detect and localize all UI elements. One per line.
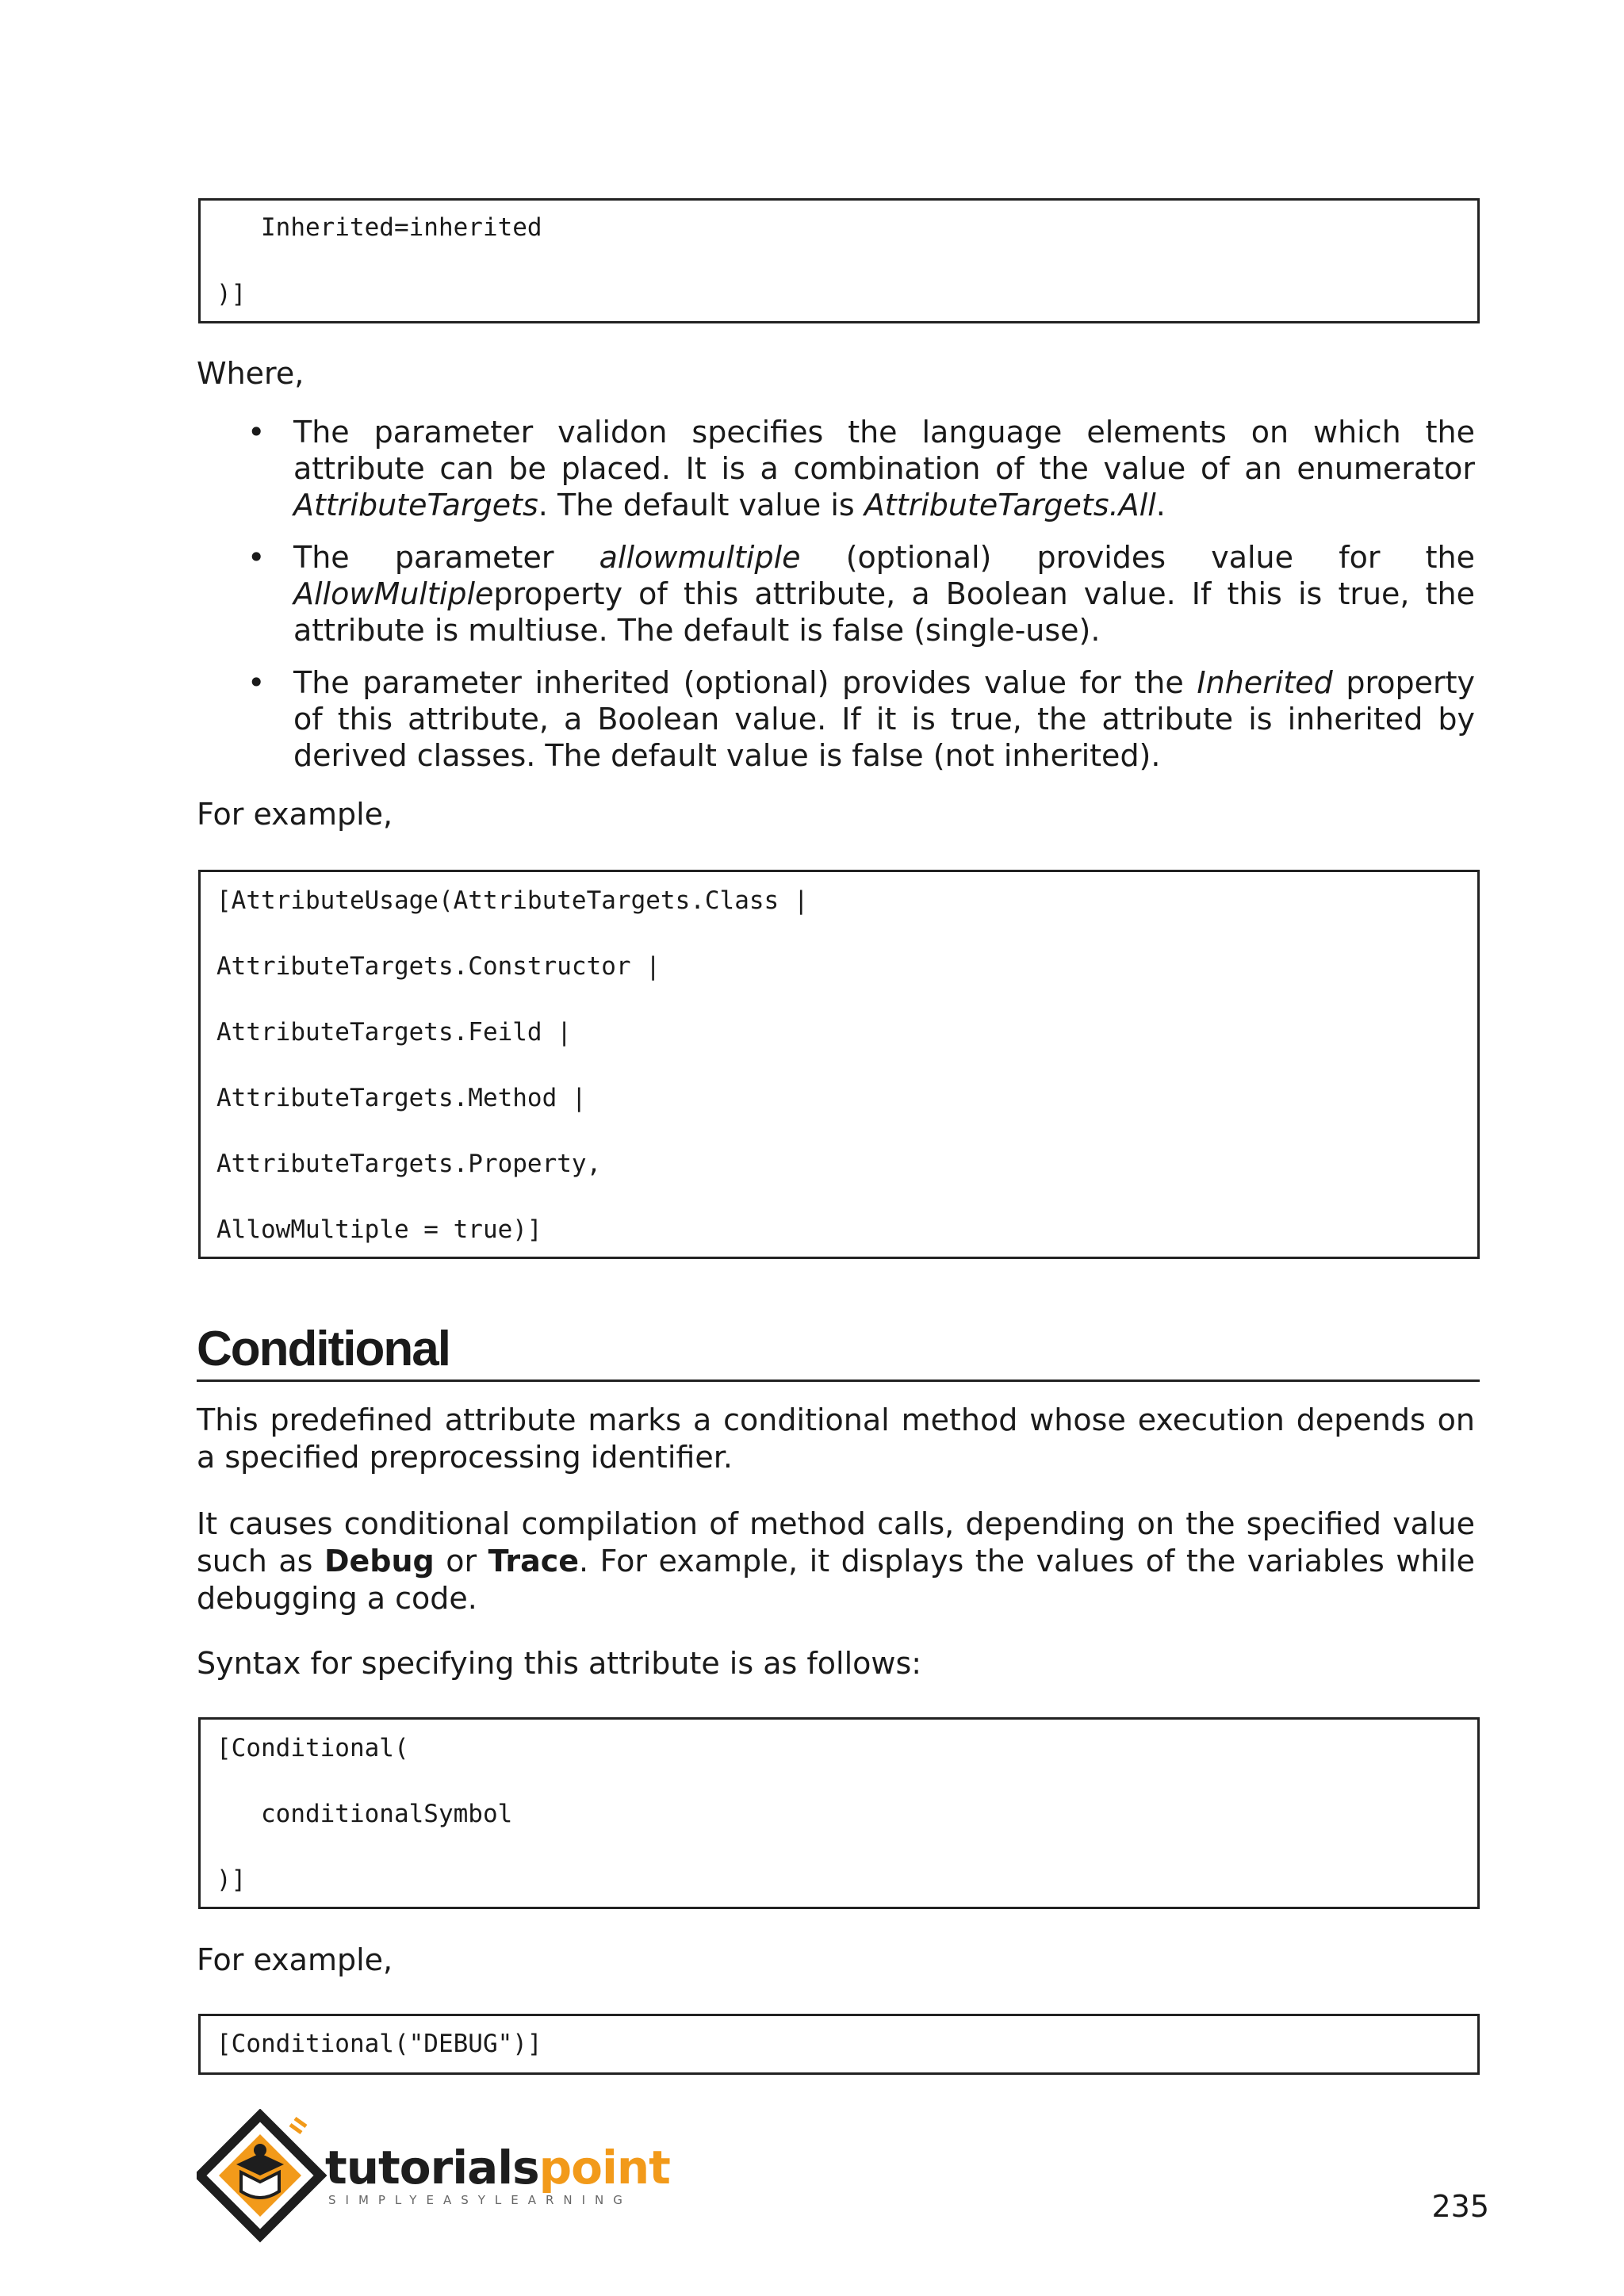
logo-word-tutorials: tutorials: [325, 2141, 539, 2195]
code-line: [Conditional(: [216, 1734, 409, 1762]
list-item: [197, 414, 1475, 523]
code-block-conditional-example: [198, 2014, 1480, 2075]
page-number: 235: [1431, 2189, 1489, 2224]
code-block-attributeusage-end: [198, 198, 1480, 323]
text-run: . For example, it displays the values of the variables while debugging a code.: [197, 1544, 1475, 1616]
list-item: [197, 664, 1475, 774]
where-label: Where,: [197, 356, 304, 391]
text-run: (optional) provides value for the: [800, 540, 1475, 575]
text-run: or: [434, 1544, 488, 1578]
code-line: AttributeTargets.Method |: [216, 1084, 587, 1112]
code-line: AttributeTargets.Constructor |: [216, 952, 661, 981]
syntax-label: Syntax for specifying this attribute is as follows:: [197, 1646, 922, 1681]
code-line: )]: [216, 1866, 247, 1894]
bullet-text: [293, 665, 1475, 773]
italic-term: allowmultiple: [599, 540, 801, 575]
tutorialspoint-logo: [197, 2109, 670, 2252]
list-item: [197, 539, 1475, 649]
logo-word-point: point: [538, 2141, 670, 2195]
text-run: property of this attribute, a Boolean value. If this is true, the attribute is multiuse. The default is false (single-use).: [293, 576, 1475, 648]
code-line: Inherited=inherited: [216, 213, 542, 242]
code-block-conditional-syntax: [198, 1717, 1480, 1909]
paragraph: [197, 1506, 1475, 1617]
bullet-icon: •: [247, 540, 266, 575]
code-line: )]: [216, 280, 247, 308]
code-line: conditionalSymbol: [216, 1800, 513, 1828]
bold-term: Trace: [488, 1544, 580, 1578]
paragraph: This predefined attribute marks a conditional method whose execution depends on a specified preprocessing identifier.: [197, 1402, 1475, 1475]
logo-diamond-icon: [197, 2109, 331, 2244]
code-line: [Conditional("DEBUG")]: [216, 2030, 542, 2058]
italic-term: AllowMultiple: [293, 576, 494, 611]
parameter-list: [197, 414, 1475, 790]
logo-tagline: SIMPLYEASYLEARNING: [328, 2193, 632, 2207]
bullet-icon: •: [247, 415, 266, 450]
code-line: AllowMultiple = true)]: [216, 1215, 542, 1244]
italic-term: Inherited: [1197, 665, 1333, 700]
bold-term: Debug: [324, 1544, 435, 1578]
bullet-icon: •: [247, 665, 266, 700]
for-example-label: For example,: [197, 1942, 393, 1977]
italic-term: AttributeTargets.All: [864, 488, 1156, 522]
text-run: The parameter inherited (optional) provides value for the: [293, 665, 1197, 700]
code-line: [AttributeUsage(AttributeTargets.Class |: [216, 886, 809, 915]
code-block-attributeusage-example: [198, 870, 1480, 1259]
italic-term: AttributeTargets: [293, 488, 538, 522]
logo-wordmark: [325, 2141, 670, 2195]
section-heading-conditional: Conditional: [197, 1322, 1480, 1382]
text-run: .: [1155, 488, 1166, 522]
text-run: It causes conditional compilation of method calls, depending on the specified value such as: [197, 1506, 1475, 1578]
text-run: The parameter validon specifies the language elements on which the attribute can be placed. It is a combination of the value of an enumerator: [293, 415, 1475, 486]
text-run: property of this attribute, a Boolean value. If it is true, the attribute is inherited by derived classes. The default value is false (not inherited).: [293, 665, 1476, 773]
bullet-text: [293, 540, 1475, 648]
text-run: The parameter: [293, 540, 599, 575]
for-example-label: For example,: [197, 797, 393, 832]
code-line: AttributeTargets.Property,: [216, 1150, 602, 1178]
bullet-text: [293, 415, 1475, 522]
code-line: AttributeTargets.Feild |: [216, 1018, 572, 1047]
text-run: . The default value is: [538, 488, 864, 522]
